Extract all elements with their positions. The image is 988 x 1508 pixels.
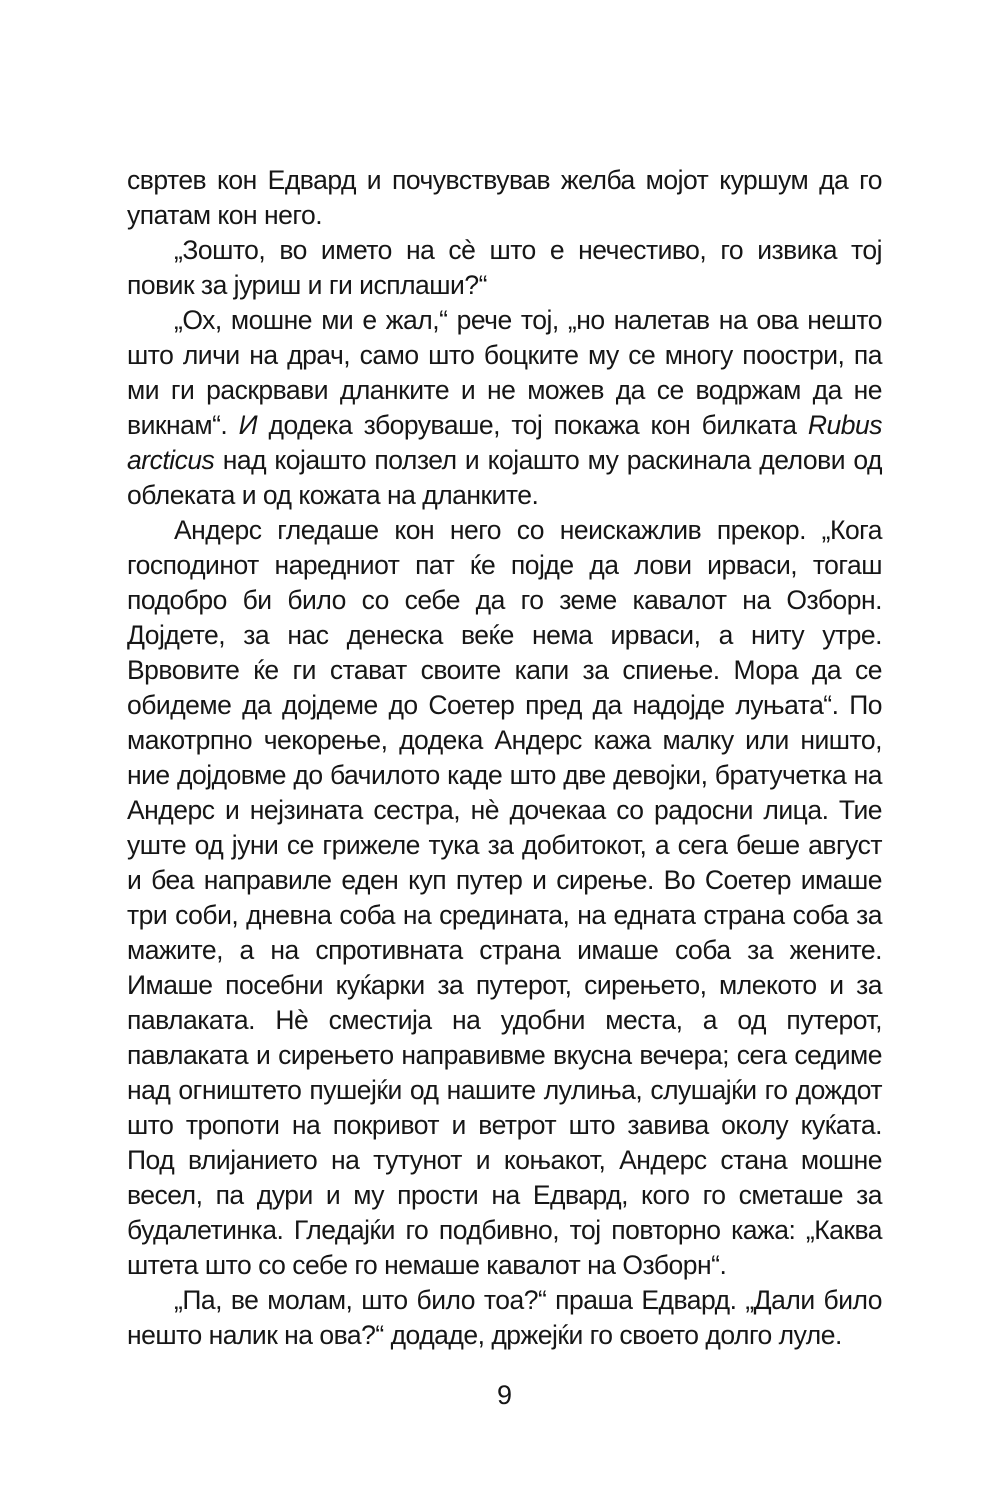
text-block: [127, 163, 882, 1353]
paragraph: свртев кон Едвард и почувствував желба мојот куршум да го упатам кон него.: [127, 165, 882, 230]
paragraph: „Па, ве молам, што било тоа?“ праша Едвард. „Дали било нешто налик на ова?“ додаде, држејќи го своето долго луле.: [127, 1285, 882, 1350]
latin-species-name: Rubus arcticus: [127, 410, 882, 475]
paragraph: [127, 303, 882, 513]
paragraph: Андерс гледаше кон него со неискажлив прекор. „Кога господинот наредниот пат ќе појде да лови ирваси, тогаш подобро би било со себе да го земе кавалот на Озборн. Дојдете, за нас денеска веќе нема ирваси, а ниту утре. Врвовите ќе ги стават своите капи за спиење. Мора да се обидеме да дојдеме до Соетер пред да надојде луњата“. По макотрпно чекорење, додека Андерс кажа малку или ништо, ние дојдовме до бачилото каде што две девојки, братучетка на Андерс и нејзината сестра, нè дочекаа со радосни лица. Тие уште од јуни се грижеле тука за добитокот, а сега беше август и беа направиле еден куп путер и сирење. Во Соетер имаше три соби, дневна соба на средината, на едната страна соба за мажите, а на спротивната страна имаше соба за жените. Имаше посебни куќарки за путерот, сирењето, млекото и за павлаката. Нè сместија на удобни места, а од путерот, павлаката и сирењето направивме вкусна вечера; сега седиме над огништето пушејќи од нашите лулиња, слушајќи го дождот што тропоти на покривот и ветрот што завива околу куќата. Под влијанието на тутунот и коњакот, Андерс стана мошне весел, па дури и му прости на Едвард, кого го сметаше за будалетинка. Гледајќи го подбивно, тој повторно кажа: „Каква штета што со себе го немаше кавалот на Озборн“.: [127, 515, 882, 1280]
page-number: 9: [496, 1380, 513, 1410]
paragraph-segment-italic: И: [238, 410, 258, 440]
paragraph-segment: над којашто ползел и којашто му раскинала делови од облеката и од кожата на дланките.: [127, 445, 882, 510]
paragraph-segment: додека зборуваше, тој покажа кон билката: [257, 410, 808, 440]
paragraph: „Зошто, во името на сè што е нечестиво, го извика тој повик за јуриш и ги исплаши?“: [127, 235, 882, 300]
paragraph-segment: „Ох, мошне ми е жал,“ рече тој, „но налетав на ова нешто што личи на драч, само што боцките му се многу поостри, па ми ги раскрвави дланките и не можев да се водржам да не викнам“.: [127, 305, 882, 440]
